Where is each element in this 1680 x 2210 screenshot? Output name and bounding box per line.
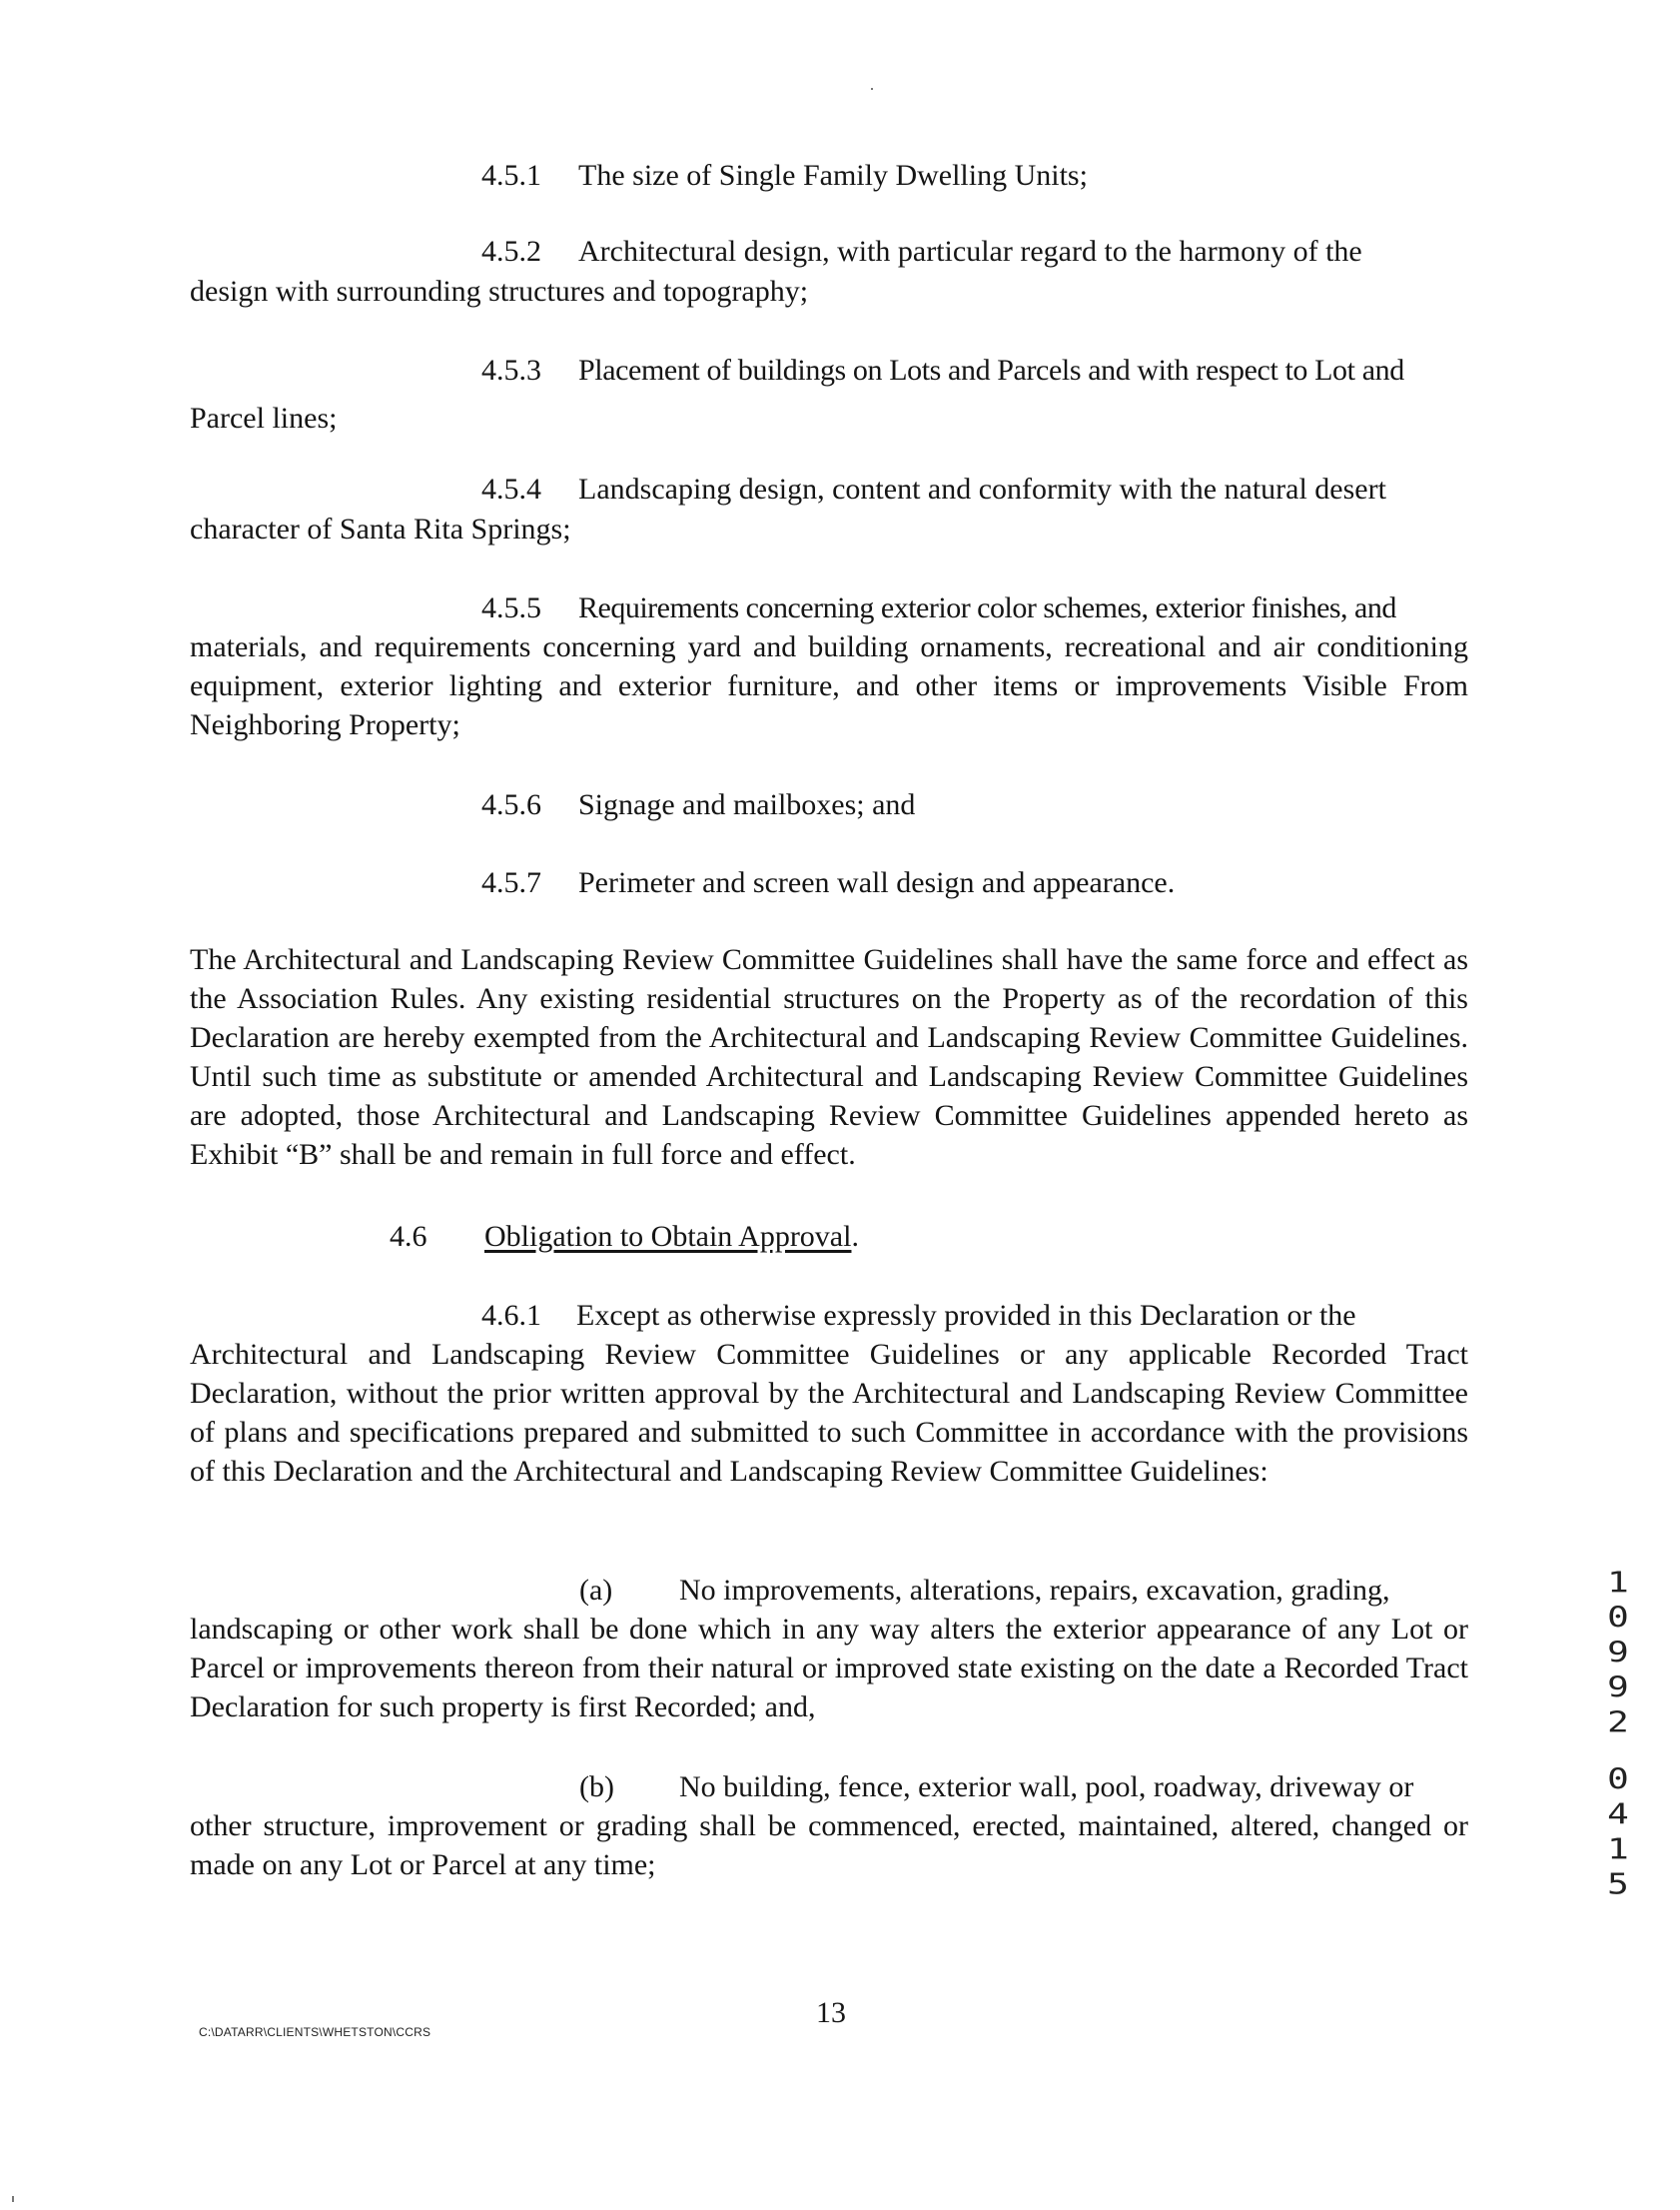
item-4-5-2-continuation: design with surrounding structures and topography; (190, 275, 809, 308)
recording-stamp-digit: 0 (1607, 1602, 1629, 1635)
item-4-5-4 (481, 470, 1386, 509)
item-number: 4.5.6 (481, 788, 541, 821)
item-number: 4.5.5 (481, 591, 541, 624)
subitem-text: No building, fence, exterior wall, pool, roadway, driveway or (679, 1770, 1414, 1803)
recording-stamp-digit: 4 (1607, 1798, 1629, 1831)
scan-speck (871, 88, 873, 90)
item-text: Except as otherwise expressly provided in this Declaration or the (576, 1299, 1356, 1332)
item-number: 4.5.7 (481, 866, 541, 899)
item-4-5-3 (481, 351, 1404, 390)
item-text: The size of Single Family Dwelling Units; (578, 159, 1088, 192)
guidelines-paragraph: The Architectural and Landscaping Review Committee Guidelines shall have the same force and effect as the Association Rules. Any existing residential structures on the Property as of the recordation of this Declaration are hereby exempted from the Architectural and Landscaping Review Committee Guidelines. Until such time as substitute or amended Architectural and Landscaping Review Committee Guidelines are adopted, those Architectural and Landscaping Review Committee Guidelines appended hereto as Exhibit “B” shall be and remain in full force and effect. (190, 943, 1468, 1171)
subitem-b-continuation: other structure, improvement or grading shall be commenced, erected, maintained, altered, changed or made on any Lot or Parcel at any time; (190, 1809, 1468, 1881)
scan-speck (12, 2196, 14, 2202)
item-4-5-7 (481, 863, 1175, 902)
item-text: Requirements concerning exterior color schemes, exterior finishes, and (578, 591, 1396, 624)
item-text: Architectural design, with particular regard to the harmony of the (578, 235, 1362, 268)
item-4-6-1 (481, 1296, 1356, 1335)
item-4-5-1 (481, 156, 1088, 195)
recording-stamp-digit: 1 (1607, 1833, 1629, 1866)
item-number: 4.6.1 (481, 1299, 541, 1332)
item-number: 4.5.4 (481, 473, 541, 506)
recording-stamp-digit: 2 (1607, 1706, 1629, 1739)
item-4-5-3-continuation: Parcel lines; (190, 402, 338, 435)
recording-stamp-digit: 5 (1607, 1868, 1629, 1901)
item-text: Landscaping design, content and conformity with the natural desert (578, 473, 1386, 506)
item-text: Placement of buildings on Lots and Parcels and with respect to Lot and (578, 354, 1404, 387)
item-text: Signage and mailboxes; and (578, 788, 916, 821)
item-number: 4.5.3 (481, 354, 541, 387)
item-text: Perimeter and screen wall design and appearance. (578, 866, 1176, 899)
subitem-a-continuation: landscaping or other work shall be done which in any way alters the exterior appearance of any Lot or Parcel or improvements thereon from their natural or improved state existing on the date a Recorded Tract Declaration for such property is first Recorded; and, (190, 1613, 1468, 1723)
recording-stamp-digit: 1 (1607, 1567, 1629, 1600)
subitem-label: (a) (579, 1574, 613, 1607)
item-4-5-6 (481, 785, 915, 824)
subitem-b (579, 1767, 1413, 1806)
item-4-5-2 (481, 232, 1362, 271)
footer-file-path: C:\DATARR\CLIENTS\WHETSTON\CCRS (199, 2025, 431, 2039)
item-4-5-5 (481, 588, 1396, 627)
subitem-a (579, 1571, 1389, 1610)
item-number: 4.5.2 (481, 235, 541, 268)
section-number: 4.6 (390, 1220, 427, 1253)
item-4-5-4-continuation: character of Santa Rita Springs; (190, 513, 571, 546)
recording-stamp-digit: 0 (1607, 1763, 1629, 1796)
section-title: Obligation to Obtain Approval (484, 1220, 852, 1253)
section-4-6-heading (390, 1217, 859, 1256)
page-number: 13 (816, 1996, 846, 2029)
item-4-5-5-continuation: materials, and requirements concerning yard and building ornaments, recreational and air conditioning equipment, exterior lighting and exterior furniture, and other items or improvements Visible From Neighboring Property; (190, 630, 1468, 741)
item-number: 4.5.1 (481, 159, 541, 192)
recording-stamp-digit: 9 (1607, 1637, 1629, 1669)
subitem-label: (b) (579, 1770, 614, 1803)
section-title-period: . (851, 1220, 859, 1253)
recording-stamp-digit: 9 (1607, 1671, 1629, 1704)
subitem-text: No improvements, alterations, repairs, excavation, grading, (679, 1574, 1390, 1607)
item-4-6-1-continuation: Architectural and Landscaping Review Committee Guidelines or any applicable Recorded Tract Declaration, without the prior written approval by the Architectural and Landscaping Review Committee of plans and specifications prepared and submitted to such Committee in accordance with the provisions of this Declaration and the Architectural and Landscaping Review Committee Guidelines: (190, 1338, 1468, 1488)
